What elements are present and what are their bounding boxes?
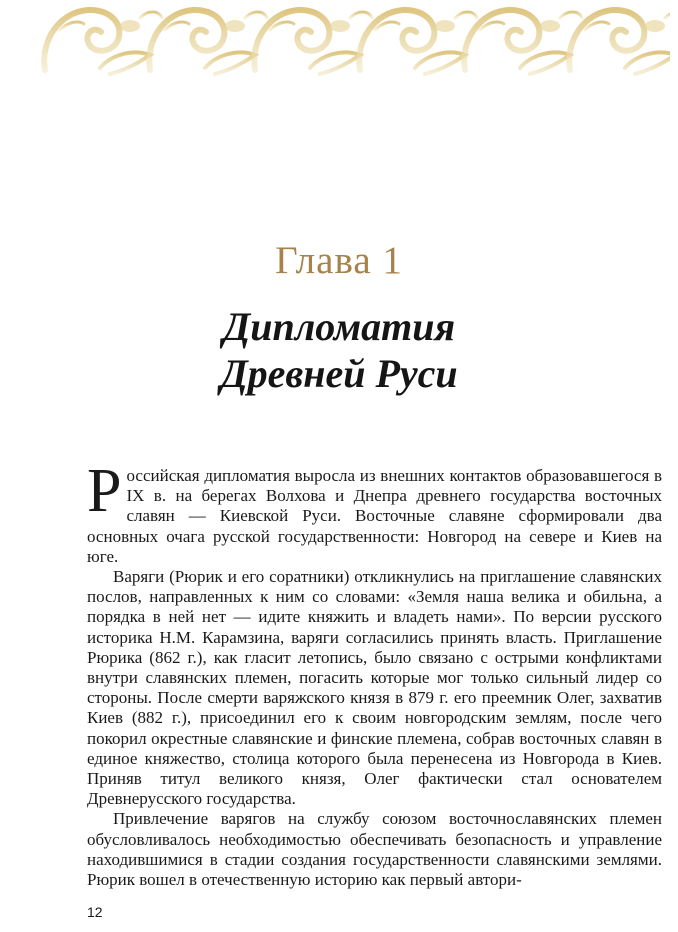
page-number: 12 (87, 904, 103, 920)
paragraph-1-text: оссийская дипломатия выросла из внешних контактов образовавшегося в IX в. на берегах Волхова и Днепра древнего государства восточных славян — Киевской Руси. Восточные славяне сформировали два основных очага русской государственности: Новгород на севере и Киев на юге. (87, 466, 662, 566)
chapter-title-line-1: Дипломатия (222, 304, 456, 349)
chapter-number: Глава 1 (275, 239, 403, 282)
decorative-ornament-header (40, 0, 670, 82)
chapter-title (0, 303, 678, 397)
paragraph-2: Варяги (Рюрик и его соратники) откликнулись на приглашение славянских послов, направленных к ним со словами: «Земля наша велика и обильна, а порядка в ней нет — идите княжить и владеть нами». По версии русского историка Н.М. Карамзина, варяги согласились принять власть. Приглашение Рюрика (862 г.), как гласит летопись, было связано с острыми конфликтами внутри славянских племен, погасить которые мог только сильный лидер со стороны. После смерти варяжского князя в 879 г. его преемник Олег, захватив Киев (882 г.), присоединил его к своим новгородским землям, после чего покорил окрестные славянские и финские племена, собрав восточных славян в единое княжество, столица которого была перенесена из Новгорода в Киев. Приняв титул великого князя, Олег фактически стал основателем Древнерусского государства. (87, 567, 662, 809)
paragraph-1 (87, 457, 662, 567)
paragraph-3: Привлечение варягов на службу союзом восточнославянских племен обусловливалось необходимостью обеспечивать безопасность и управление находившимися в стадии создания государственности славянскими землями. Рюрик вошел в отечественную историю как первый автори- (87, 809, 662, 890)
chapter-body (87, 457, 662, 890)
chapter-title-line-2: Древней Руси (220, 351, 458, 396)
drop-cap: Р (87, 457, 122, 525)
